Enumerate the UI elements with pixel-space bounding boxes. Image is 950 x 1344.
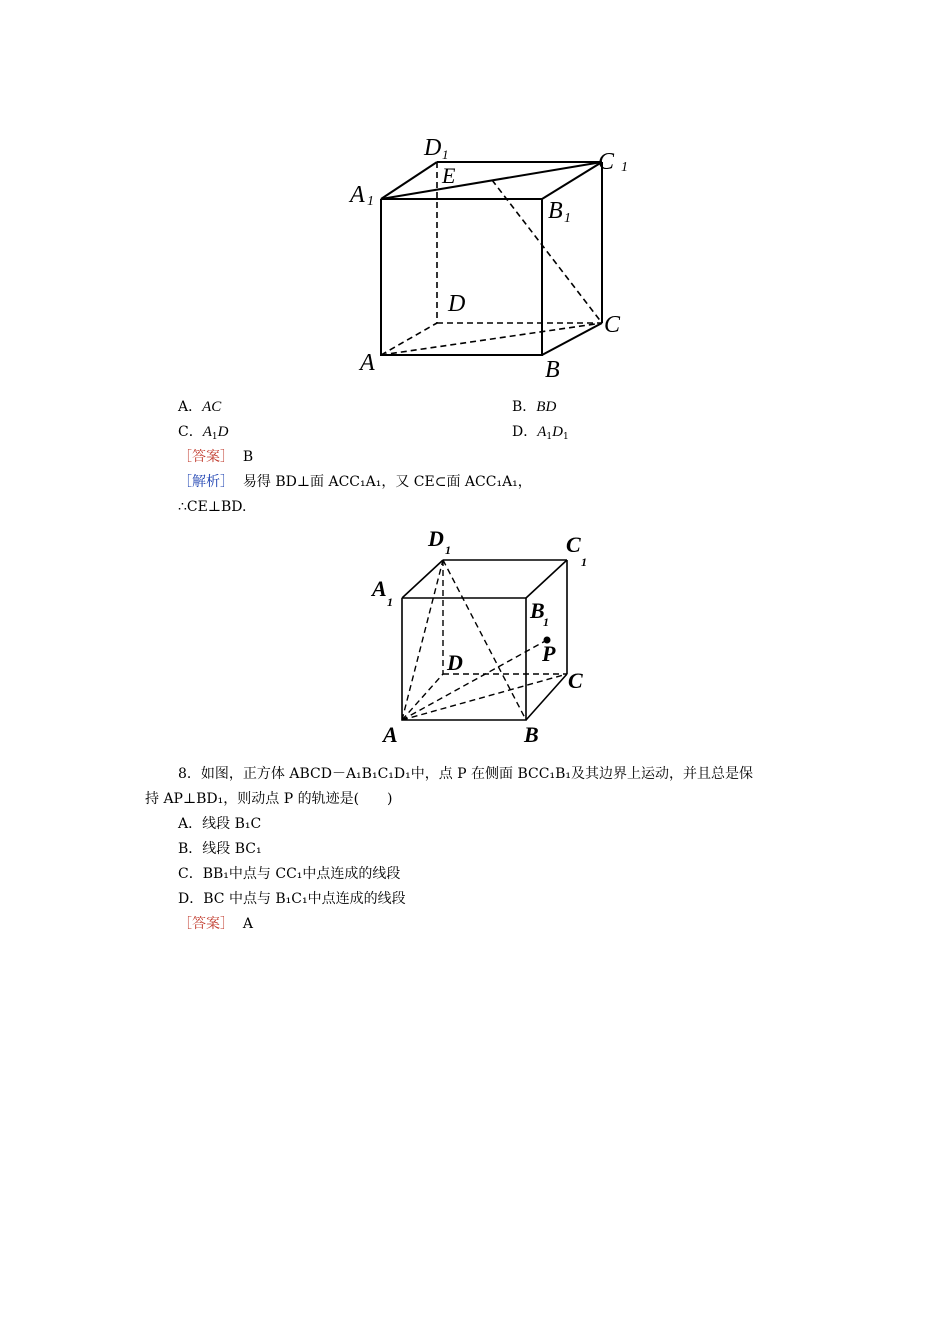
- q7-analysis-conclusion: ∴CE⊥BD.: [178, 499, 247, 515]
- label-A1: A: [372, 576, 387, 601]
- label-B1: B: [548, 198, 563, 224]
- label-D: D: [448, 291, 466, 317]
- q7-answer: ［答案］ B: [178, 449, 254, 465]
- label-A1-sub: 1: [367, 194, 374, 209]
- label-C1-sub: 1: [581, 555, 587, 569]
- label-D: D: [447, 650, 463, 675]
- figure-1-cube: [340, 125, 640, 385]
- q7-analysis: ［解析］ 易得 BD⊥面 ACC₁A₁，又 CE⊂面 ACC₁A₁，: [178, 474, 532, 490]
- q8-option-c[interactable]: C．BB₁中点与 CC₁中点连成的线段: [178, 866, 401, 882]
- label-D1: D: [424, 135, 442, 161]
- q7-option-b[interactable]: B．BD: [512, 399, 557, 415]
- label-B: B: [524, 722, 539, 747]
- label-P: P: [542, 641, 556, 666]
- label-B1: B: [530, 598, 545, 623]
- label-D1-sub: 1: [445, 543, 451, 557]
- q7-option-d[interactable]: D．$A_1D_1$: [512, 424, 569, 442]
- cube-diagram-1: [340, 125, 640, 385]
- q8-option-a[interactable]: A．线段 B₁C: [178, 816, 262, 832]
- label-A: A: [360, 350, 375, 376]
- label-A1: A: [350, 182, 365, 208]
- label-E: E: [442, 163, 456, 188]
- label-C: C: [604, 312, 621, 338]
- figure-2-cube: [370, 522, 600, 752]
- label-B: B: [545, 357, 560, 383]
- label-C1: C: [566, 532, 581, 557]
- q7-option-a[interactable]: A．AC: [178, 399, 222, 415]
- label-C1: C: [598, 149, 615, 175]
- q8-stem-line-1: 8．如图，正方体 ABCD－A₁B₁C₁D₁中，点 P 在侧面 BCC₁B₁及其边界上运动，并且总是保: [178, 766, 753, 782]
- label-A: A: [383, 722, 398, 747]
- label-C1-sub: 1: [621, 160, 628, 175]
- label-B1-sub: 1: [564, 211, 571, 226]
- q8-option-d[interactable]: D．BC 中点与 B₁C₁中点连成的线段: [178, 891, 406, 907]
- label-D1: D: [428, 526, 444, 551]
- label-A1-sub: 1: [387, 595, 393, 609]
- q8-option-b[interactable]: B．线段 BC₁: [178, 841, 262, 857]
- q8-stem-line-2: 持 AP⊥BD₁，则动点 P 的轨迹是( ): [145, 791, 393, 807]
- label-B1-sub: 1: [543, 615, 549, 629]
- label-D1-sub: 1: [442, 147, 449, 162]
- q8-answer: ［答案］ A: [178, 916, 254, 932]
- label-C: C: [568, 668, 583, 693]
- q7-option-c[interactable]: C．$A_1D$: [178, 424, 229, 442]
- cube-diagram-2: [370, 522, 600, 752]
